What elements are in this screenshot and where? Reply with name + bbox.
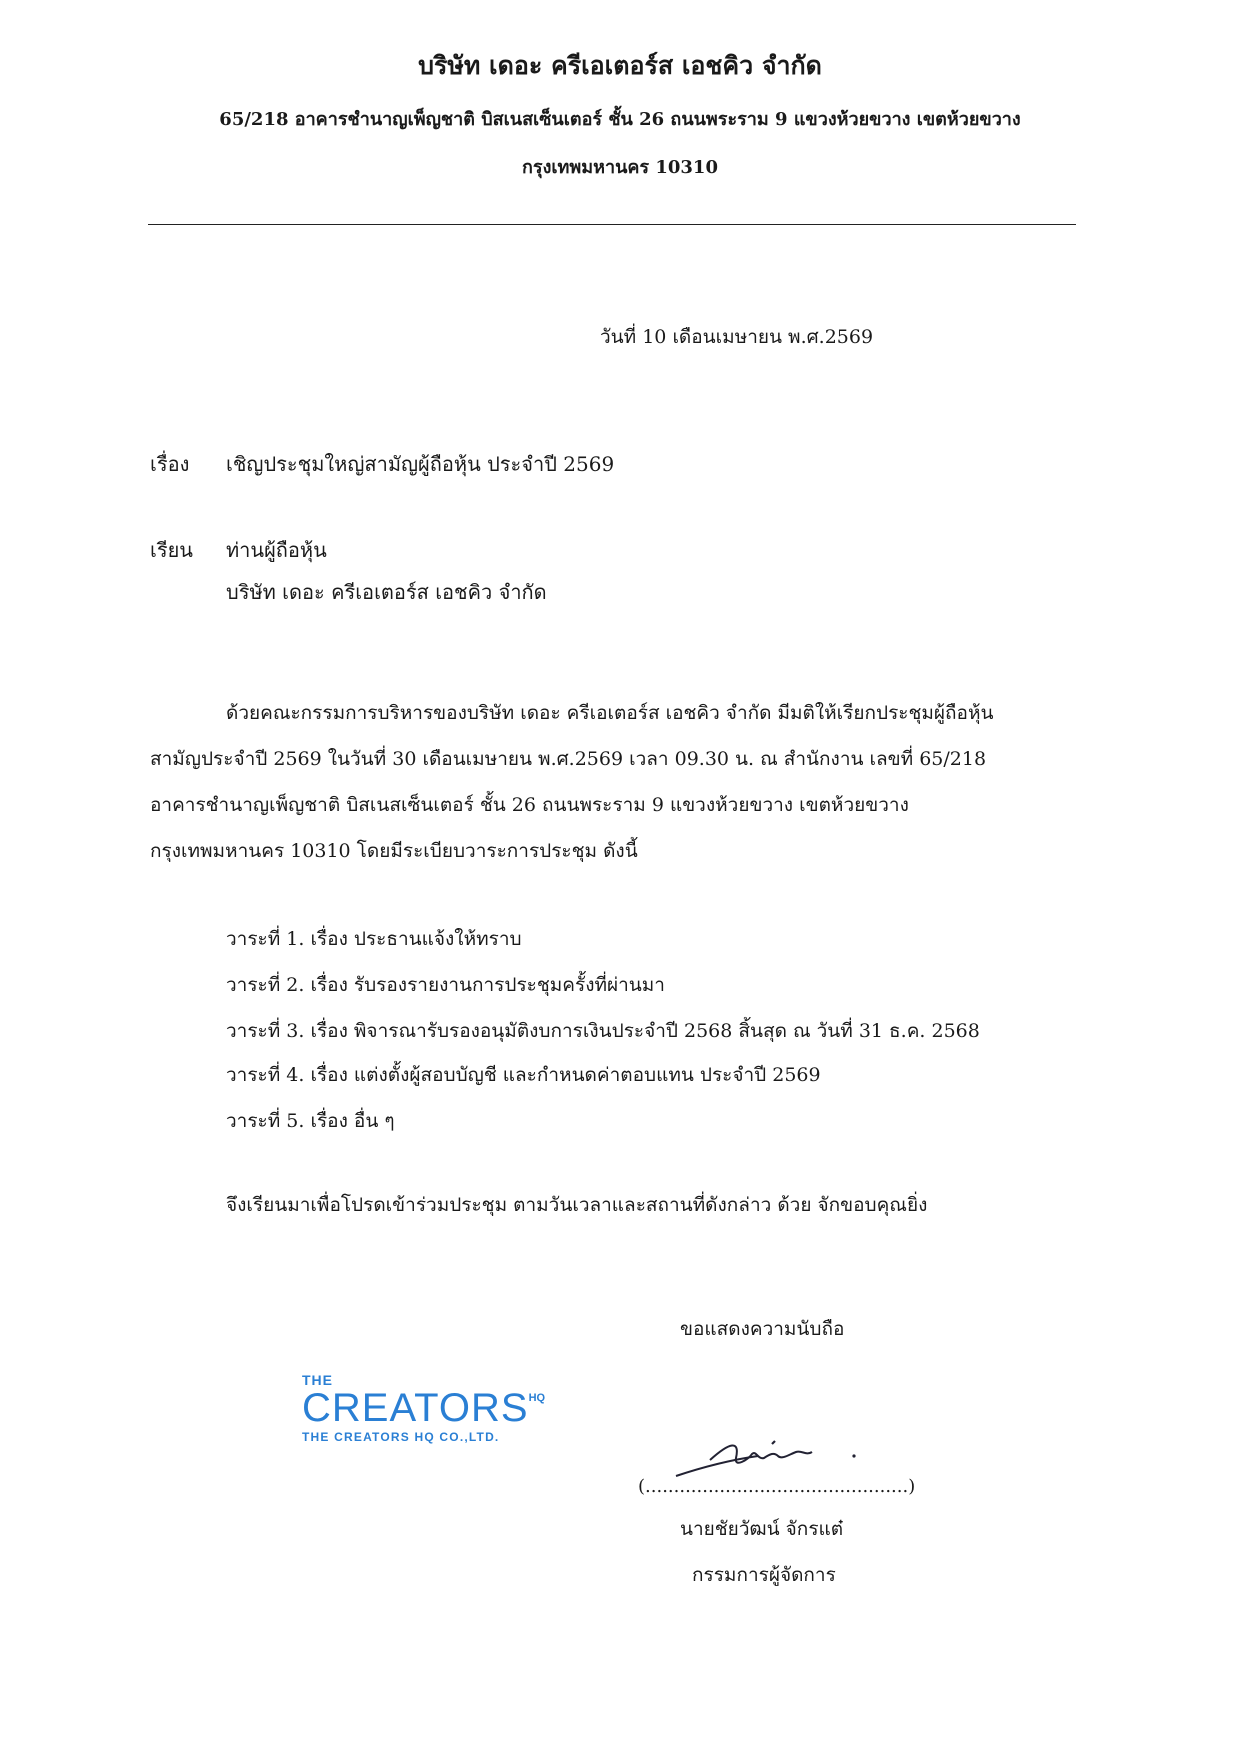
company-address-line1: 65/218 อาคารชำนาญเพ็ญชาติ บิสเนสเซ็นเตอร์ ชั้น 26 ถนนพระราม 9 แขวงห้วยขวาง เขตห้วยขวาง [219,109,1021,130]
regards-text: ขอแสดงความนับถือ [680,1318,845,1340]
agenda-item: วาระที่ 5. เรื่อง อื่น ๆ [226,1110,395,1132]
letter-date: วันที่ 10 เดือนเมษายน พ.ศ.2569 [600,326,874,348]
body-line: สามัญประจำปี 2569 ในวันที่ 30 เดือนเมษายน พ.ศ.2569 เวลา 09.30 น. ณ สำนักงาน เลขที่ 65/218 [150,748,987,770]
header-divider [148,224,1076,225]
agenda-item: วาระที่ 1. เรื่อง ประธานแจ้งให้ทราบ [226,928,522,950]
company-logo [302,1372,545,1444]
subject-text: เชิญประชุมใหญ่สามัญผู้ถือหุ้น ประจำปี 2569 [226,452,615,476]
company-name: บริษัท เดอะ ครีเอเตอร์ส เอชคิว จำกัด [418,51,822,80]
signature-line: (..............................................) [638,1476,916,1497]
agenda-item: วาระที่ 2. เรื่อง รับรองรายงานการประชุมครั้งที่ผ่านมา [226,974,665,996]
signatory-name: นายชัยวัฒน์ จักรแต๋ [680,1518,844,1540]
logo-the: THE [302,1372,333,1388]
recipient-label: เรียน [150,538,193,562]
body-line: กรุงเทพมหานคร 10310 โดยมีระเบียบวาระการประชุม ดังนี้ [150,840,638,862]
body-line: อาคารชำนาญเพ็ญชาติ บิสเนสเซ็นเตอร์ ชั้น 26 ถนนพระราม 9 แขวงห้วยขวาง เขตห้วยขวาง [150,794,909,816]
logo-company-name: THE CREATORS HQ CO.,LTD. [302,1430,500,1444]
company-address-line2: กรุงเทพมหานคร 10310 [522,157,718,178]
body-line: ด้วยคณะกรรมการบริหารของบริษัท เดอะ ครีเอเตอร์ส เอชคิว จำกัด มีมติให้เรียกประชุมผู้ถือหุ้น [226,702,994,724]
recipient-line2: บริษัท เดอะ ครีเอเตอร์ส เอชคิว จำกัด [226,580,547,604]
agenda-item: วาระที่ 4. เรื่อง แต่งตั้งผู้สอบบัญชี และกำหนดค่าตอบแทน ประจำปี 2569 [226,1064,821,1086]
logo-hq: HQ [528,1392,546,1404]
recipient-line1: ท่านผู้ถือหุ้น [226,538,327,562]
logo-main: CREATORS [302,1386,529,1430]
closing-sentence: จึงเรียนมาเพื่อโปรดเข้าร่วมประชุม ตามวันเวลาและสถานที่ดังกล่าว ด้วย จักขอบคุณยิ่ง [226,1194,928,1216]
agenda-item: วาระที่ 3. เรื่อง พิจารณารับรองอนุมัติงบการเงินประจำปี 2568 สิ้นสุด ณ วันที่ 31 ธ.ค. 2568 [226,1020,980,1042]
signatory-position: กรรมการผู้จัดการ [692,1564,836,1586]
subject-label: เรื่อง [150,452,190,476]
